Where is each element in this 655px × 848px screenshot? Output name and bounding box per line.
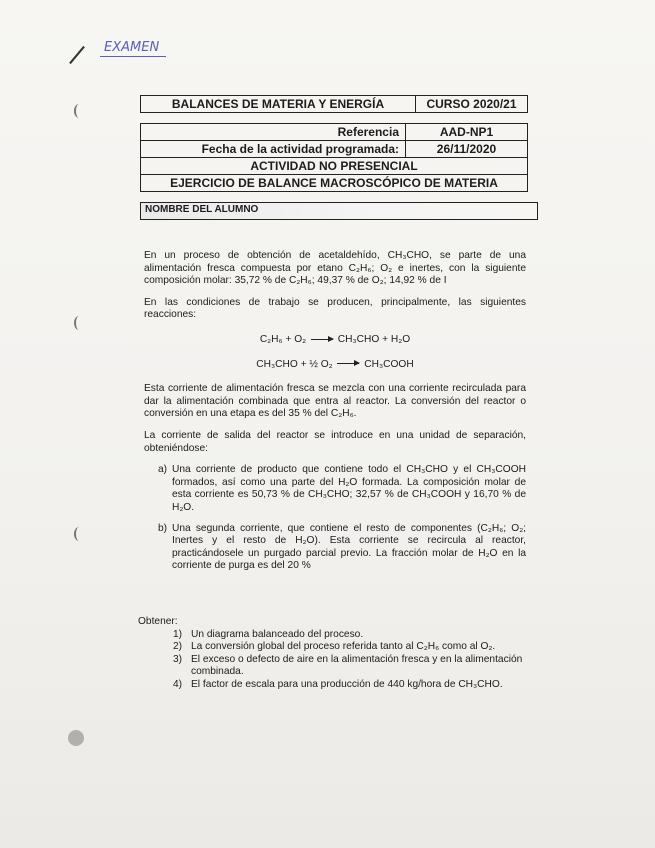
reactants: CH₃CHO + ½ O₂ xyxy=(256,358,333,370)
scan-smudge xyxy=(68,730,84,746)
question-item: 1) Un diagrama balanceado del proceso. xyxy=(173,628,364,640)
list-item: a) Una corriente de producto que contiene todo el CH₃CHO y el CH₃COOH formados, así como una parte del H₂O formada. La composición molar de esta corriente es 50,73 % de CH₃CHO; 32,57 % de CH₃COOH y 16,70 % de H₂O. xyxy=(158,464,526,513)
pen-mark xyxy=(69,46,85,64)
reaction-equation-1 xyxy=(144,334,526,347)
item-text: Una corriente de producto que contiene todo el CH₃CHO y el CH₃COOH formados, así como una parte del H₂O formada. La composición molar de esta corriente es 50,73 % de CH₃CHO; 32,57 % de CH₃COOH y 16,70 % de H₂O. xyxy=(172,464,526,513)
activity-type: ACTIVIDAD NO PRESENCIAL xyxy=(141,158,528,175)
question-item: 2) La conversión global del proceso referida tanto al C₂H₆ como al O₂. xyxy=(173,641,496,653)
punch-hole-mark xyxy=(74,527,84,541)
course-year: CURSO 2020/21 xyxy=(416,96,528,113)
questions-section xyxy=(138,616,528,692)
questions-title: Obtener: xyxy=(138,616,178,627)
subject-title: BALANCES DE MATERIA Y ENERGÍA xyxy=(141,96,416,113)
question-item: 3) El exceso o defecto de aire en la alimentación fresca y en la alimentación combinada. xyxy=(173,653,523,678)
list-item: b) Una segunda corriente, que contiene el resto de componentes (C₂H₆; O₂; Inertes y el resto de H₂O). Esta corriente se recircula al reactor, practicándosele un purgado parcial previo. La fracción molar de H₂O en la corriente de purga es del 20 % xyxy=(158,522,526,572)
reaction-arrow-icon xyxy=(337,363,359,364)
punch-hole-mark xyxy=(74,104,84,118)
intro-paragraph: En un proceso de obtención de acetaldehído, CH₃CHO, se parte de una alimentación fresca compuesta por etano C₂H₆; O₂ e inertes, con la siguiente composición molar: 35,72 % de C₂H₆; 49,37 % de O₂; 14,92 % de I xyxy=(144,250,526,287)
activity-table xyxy=(140,123,528,192)
course-header-table xyxy=(140,95,528,113)
reaction-arrow-icon xyxy=(311,339,333,340)
date-value: 26/11/2020 xyxy=(406,141,528,158)
products: CH₃COOH xyxy=(364,358,414,370)
punch-hole-mark xyxy=(74,316,84,330)
reactions-intro: En las condiciones de trabajo se producen, principalmente, las siguientes reacciones: xyxy=(144,296,526,321)
reference-value: AAD-NP1 xyxy=(406,124,528,141)
reference-label: Referencia xyxy=(141,124,406,141)
feed-paragraph: Esta corriente de alimentación fresca se mezcla con una corriente recirculada para dar la alimentación combinada que entra al reactor. La conversión del reactor o conversión en una etapa es del 35 % del C₂H₆. xyxy=(144,383,526,420)
question-item: 4) El factor de escala para una producción de 440 kg/hora de CH₃CHO. xyxy=(173,678,503,690)
problem-statement xyxy=(144,250,526,573)
handwritten-exam-label: EXAMEN xyxy=(104,40,160,55)
separation-paragraph: La corriente de salida del reactor se introduce en una unidad de separación, obteniéndose: xyxy=(144,429,526,454)
student-name-field: NOMBRE DEL ALUMNO xyxy=(140,202,538,220)
item-text: Una segunda corriente, que contiene el resto de componentes (C₂H₆; O₂; Inertes y el resto de H₂O). Esta corriente se recircula al reactor, practicándosele un purgado parcial previo. La fracción molar de H₂O en la corriente de purga es del 20 % xyxy=(172,522,526,572)
date-label: Fecha de la actividad programada: xyxy=(141,141,406,158)
exercise-title: EJERCICIO DE BALANCE MACROSCÓPICO DE MATERIA xyxy=(141,175,528,192)
reaction-equation-2 xyxy=(144,359,526,372)
products: CH₃CHO + H₂O xyxy=(337,333,411,345)
handwritten-underline xyxy=(100,56,166,57)
reactants: C₂H₆ + O₂ xyxy=(259,333,307,345)
